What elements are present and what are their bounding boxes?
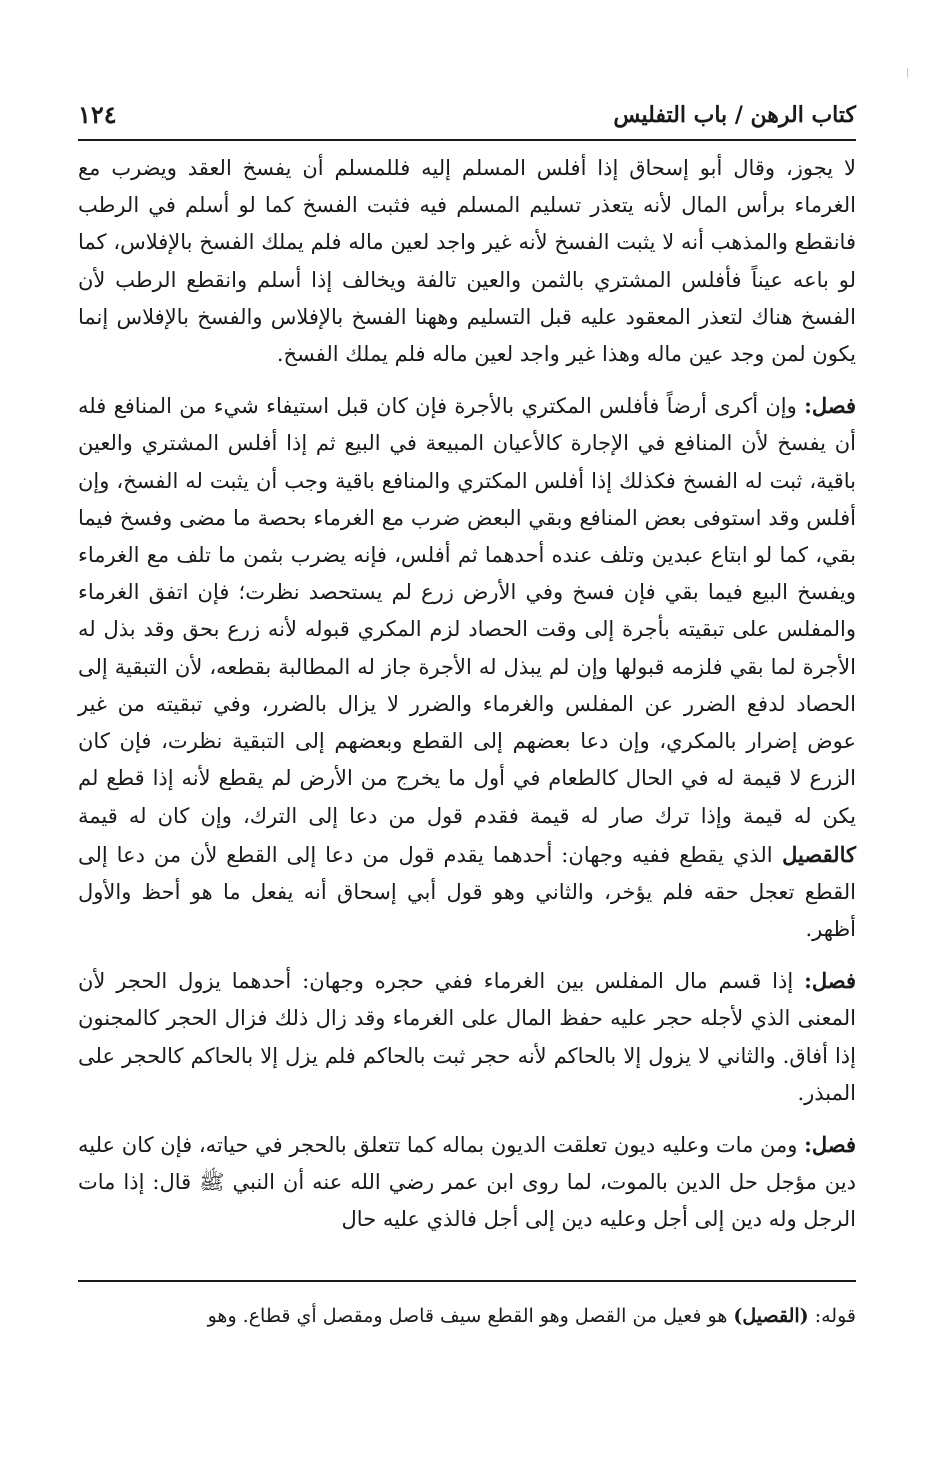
chapter-title: كتاب الرهن / باب التفليس bbox=[613, 102, 856, 128]
section-label: فصل: bbox=[804, 968, 856, 994]
main-text bbox=[78, 150, 856, 1253]
running-header bbox=[78, 98, 856, 138]
footnote bbox=[78, 1300, 856, 1332]
footnote-lead: قوله: bbox=[808, 1305, 856, 1327]
footnote-term: (القصيل) bbox=[733, 1305, 809, 1327]
paragraph-2 bbox=[78, 387, 856, 948]
header-divider bbox=[78, 139, 856, 141]
paragraph-1 bbox=[78, 150, 856, 373]
paragraph-text: وإن أكرى أرضاً فأفلس المكتري بالأجرة فإن كان قبل استيفاء شيء من المنافع فله أن يفسخ لأن المنافع في الإجارة كالأعيان المبيعة في البيع ثم إذا أفلس المشتري والعين باقية، ثبت له الفسخ فكذلك إذا أفلس المكتري والمنافع باقية وجب أن يثبت له الفسخ، وإن أفلس وقد استوفى بعض المنافع وبقي البعض ضرب مع الغرماء بحصة ما مضى وفسخ فيما بقي، كما لو ابتاع عبدين وتلف عنده أحدهما ثم أفلس، فإنه يضرب بثمن ما تلف مع الغرماء ويفسخ البيع فيما بقي فإن فسخ وفي الأرض زرع لم يستحصد نظرت؛ فإن اتفق الغرماء والمفلس على تبقيته بأجرة إلى وقت الحصاد لزم المكري قبوله لأنه زرع بحق وقد بذل له الأجرة لما بقي فلزمه قبولها وإن لم يبذل له الأجرة جاز له المطالبة بقطعه، لأن التبقية إلى الحصاد لدفع الضرر عن المفلس والغرماء والضرر لا يزال بالضرر، وفي تبقيته من غير عوض إضرار بالمكري، وإن دعا بعضهم إلى القطع وبعضهم إلى التبقية نظرت، فإن كان الزرع لا قيمة له في الحال كالطعام في أول ما يخرج من الأرض لم يقطع لأنه إذا قطع لم يكن له قيمة وإذا ترك صار له قيمة فقدم قول من دعا إلى الترك، وإن كان له قيمة bbox=[78, 394, 856, 829]
paragraph-3 bbox=[78, 962, 856, 1112]
paragraph-4 bbox=[78, 1126, 856, 1239]
section-label: فصل: bbox=[804, 1132, 856, 1158]
glossed-term: كالقصيل bbox=[772, 841, 856, 867]
footnote-divider bbox=[78, 1280, 856, 1282]
paragraph-text: لا يجوز، وقال أبو إسحاق إذا أفلس المسلم إليه فللمسلم أن يفسخ العقد ويضرب مع الغرماء برأس المال لأنه يتعذر تسليم المسلم فيه فثبت الفسخ كما لو أسلم في الرطب فانقطع والمذهب أنه لا يثبت الفسخ لأنه غير واجد لعين ماله فلم يملك الفسخ بالإفلاس، كما لو باعه عيناً فأفلس المشتري بالثمن والعين تالفة ويخالف إذا أسلم وانقطع الرطب لأن الفسخ هناك لتعذر المعقود عليه قبل التسليم وههنا الفسخ بالإفلاس والفسخ بالإفلاس إنما يكون لمن وجد عين ماله وهذا غير واجد لعين ماله فلم يملك الفسخ. bbox=[78, 156, 857, 367]
paragraph-text-continued: الذي يقطع ففيه وجهان: أحدهما يقدم قول من دعا إلى القطع لأن من دعا إلى القطع تعجل حقه فلم يؤخر، والثاني وهو قول أبي إسحاق أنه يفعل ما هو أحظ والأول أظهر. bbox=[78, 842, 856, 942]
paragraph-text: إذا قسم مال المفلس بين الغرماء ففي حجره وجهان: أحدهما يزول الحجر لأن المعنى الذي لأجله حجر عليه حفظ المال على الغرماء وقد زال ذلك فزال الحجر كالمجنون إذا أفاق. والثاني لا يزول إلا بالحاكم لأنه حجر ثبت بالحاكم فلم يزل إلا بالحاكم كالحجر على المبذر. bbox=[78, 969, 856, 1105]
footnote-text: هو فعيل من القصل وهو القطع سيف قاصل ومقصل أي قطاع. وهو bbox=[207, 1305, 734, 1327]
page-number: ١٢٤ bbox=[78, 100, 117, 129]
section-label: فصل: bbox=[804, 393, 856, 419]
corner-mark bbox=[907, 68, 908, 78]
paragraph-text: ومن مات وعليه ديون تعلقت الديون بماله كما تتعلق بالحجر في حياته، فإن كان عليه دين مؤجل حل الدين بالموت، لما روى ابن عمر رضي الله عنه أن النبي ﷺ قال: إذا مات الرجل وله دين إلى أجل وعليه دين إلى أجل فالذي عليه حال bbox=[78, 1133, 856, 1232]
